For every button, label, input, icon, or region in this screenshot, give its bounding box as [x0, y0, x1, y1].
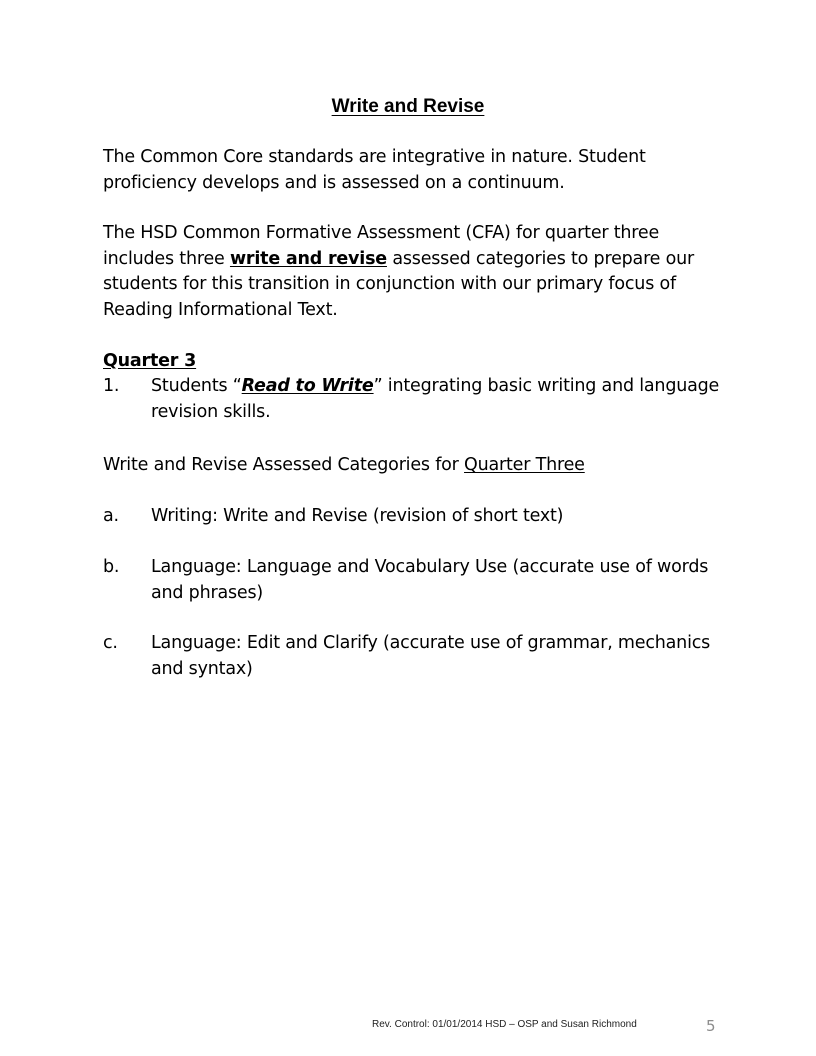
- category-text: Writing: Write and Revise (revision of short text): [151, 506, 564, 526]
- quarter-heading-label: Quarter 3: [103, 351, 197, 371]
- cfa-paragraph-text-start: The HSD Common Formative Assessment (CFA) for quarter three includes three: [103, 223, 660, 269]
- page-number: 5: [706, 1017, 716, 1035]
- read-to-write-emphasis: Read to Write: [241, 376, 374, 396]
- category-marker: b.: [103, 557, 120, 577]
- page-title: Write and Revise: [331, 96, 485, 117]
- categories-intro-text: Write and Revise Assessed Categories for: [103, 455, 465, 475]
- category-marker: c.: [103, 633, 118, 653]
- cfa-paragraph-text-end: assessed categories to prepare our students for this transition in conjunction with our primary focus of Reading Informational Text.: [103, 248, 695, 320]
- category-item-c: [103, 631, 723, 682]
- list-item-text: [151, 374, 723, 425]
- category-item-a: [103, 504, 723, 530]
- quarter-heading: [103, 349, 723, 375]
- list-marker: 1.: [103, 376, 120, 396]
- list-item-text-start: Students “: [151, 376, 242, 396]
- category-text: Language: Language and Vocabulary Use (accurate use of words and phrases): [151, 557, 709, 603]
- revision-control-footer: Rev. Control: 01/01/2014 HSD – OSP and Susan Richmond: [372, 1019, 637, 1030]
- quarter-three-underlined: Quarter Three: [464, 455, 585, 475]
- intro-paragraph: The Common Core standards are integrative in nature. Student proficiency develops and is assessed on a continuum.: [103, 147, 646, 193]
- cfa-paragraph: [103, 221, 723, 323]
- category-text: Language: Edit and Clarify (accurate use of grammar, mechanics and syntax): [151, 633, 711, 679]
- write-and-revise-emphasis: write and revise: [229, 248, 387, 269]
- category-marker: a.: [103, 506, 119, 526]
- list-item-text-end: ” integrating basic writing and language revision skills.: [151, 376, 720, 422]
- numbered-list-item: [103, 374, 723, 425]
- category-item-b: [103, 555, 723, 606]
- categories-intro: [103, 453, 723, 479]
